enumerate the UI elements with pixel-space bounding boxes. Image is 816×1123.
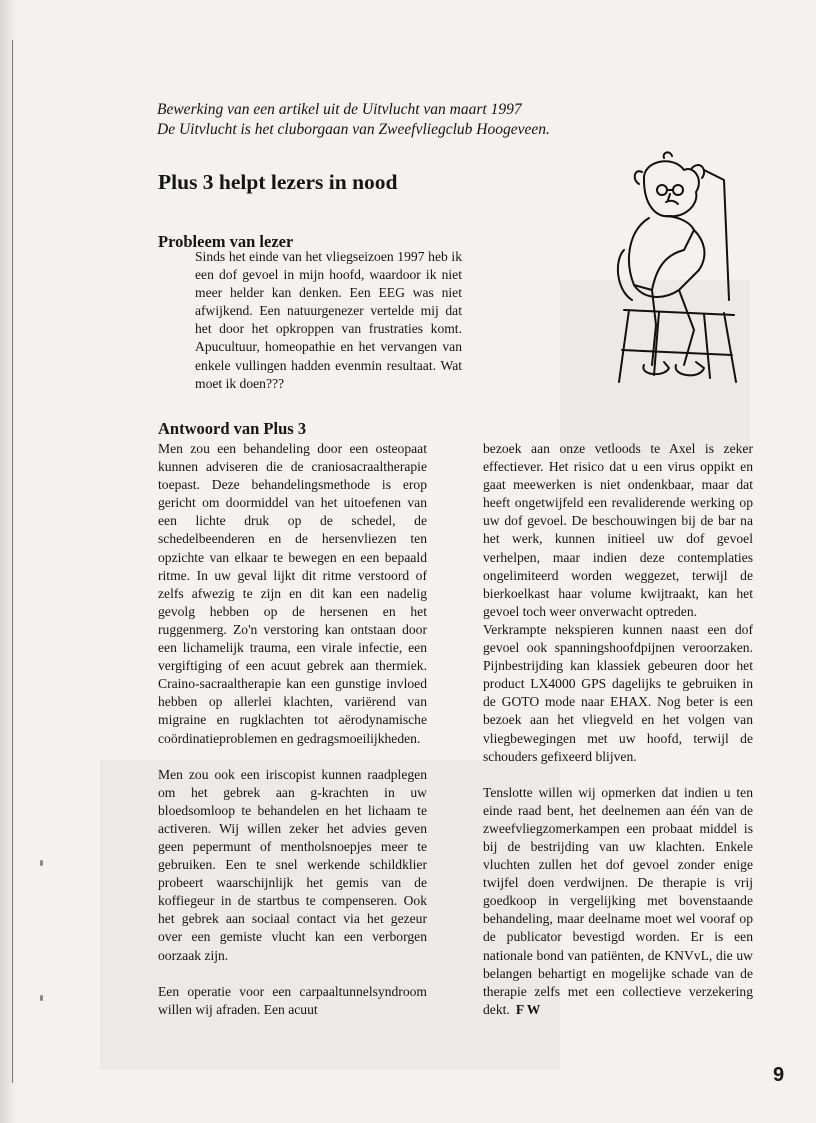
intro-line-2: De Uitvlucht is het cluborgaan van Zweefvliegclub Hoogeveen.: [157, 121, 550, 138]
problem-paragraph: Sinds het einde van het vliegseizoen 1997 heb ik een dof gevoel in mijn hoofd, waardoor ik niet meer helder kan denken. Een EEG was niet afwijkend. Een natuurgenezer vertelde mij dat het door het opkroppen van frustraties komt. Apucultuur, homeopathie en het vervangen van enkele vullingen hadden evenmin resultaat. Wat moet ik doen???: [195, 249, 462, 391]
intro-line-1: Bewerking van een artikel uit de Uitvlucht van maart 1997: [157, 101, 522, 118]
author-signature: F W: [515, 1001, 541, 1017]
answer-paragraph: Men zou een behandeling door een osteopaat kunnen adviseren die de craniosacraaltherapie toepast. Deze behandelingsmethode is erop gericht om doormiddel van het uitoefenen van een lichte druk op de schedel, de schedelbeenderen en de hersenvliezen ten opzichte van elkaar te bewegen en een bepaald ritme. In uw geval lijkt dit ritme verstoord of zelfs afwezig te zijn en dit kan een nadelig gevolg hebben op de hersenen en het ruggenmerg. Zo'n verstoring kan ontstaan door een lichamelijk trauma, een virale infectie, een vergiftiging of een acuut gebrek aan thermiek. Craino-sacraaltherapie kan een gunstige invloed hebben op allerlei klachten, variërend van migraine en rugklachten tot aërodynamische coördinatieproblemen en gedragsmoeilijkheden.: [158, 441, 427, 746]
answer-paragraph: Verkrampte nekspieren kunnen naast een dof gevoel ook spanningshoofdpijnen veroorzaken. Pijnbestrijding kan klassiek gebeuren door het product LX4000 GPS dagelijks te gebruiken in de GOTO mode naar EHAX. Nog beter is een bezoek aan het vliegveld en het volgen van vliegbewegingen met uw hoofd, terwijl de schouders gefixeerd blijven.: [483, 621, 753, 764]
article-title: Plus 3 helpt lezers in nood: [158, 170, 398, 194]
problem-text: [195, 248, 462, 393]
paragraph-spacer: [158, 748, 427, 766]
answer-heading: Antwoord van Plus 3: [158, 419, 307, 438]
worried-man-illustration: [604, 150, 754, 390]
page-number: 9: [773, 1064, 785, 1086]
intro-note: [157, 100, 657, 140]
answer-column-left: [158, 440, 427, 1019]
scan-speck: [40, 995, 43, 1001]
problem-heading: Probleem van lezer: [158, 232, 294, 251]
answer-paragraph: Tenslotte willen wij opmerken dat indien u ten einde raad bent, het deelnemen aan één van de zweefvliegzomerkampen een probaat middel is bij de bestrijding van uw klachten. Enkele vluchten zullen het dof gevoel zonder enige twijfel doen verdwijnen. De therapie is vrij goedkoop in vergelijking met bovenstaande behandeling, maar deelname moet wel vooraf op de publicator bevestigd worden. Er is een nationale bond van patiënten, de KNVvL, die uw belangen behartigt en mogelijke schade van de therapie zelfs met een collectieve verzekering dekt.: [483, 784, 753, 1017]
paragraph-spacer: [483, 766, 753, 784]
scan-speck: [40, 860, 43, 866]
page-binding-edge: [0, 0, 16, 1123]
answer-paragraph-final: [483, 784, 753, 1019]
answer-column-right: [483, 440, 753, 1019]
answer-paragraph: Een operatie voor een carpaaltunnelsyndroom willen wij afraden. Een acuut: [158, 983, 427, 1017]
answer-paragraph: bezoek aan onze vetloods te Axel is zeker effectiever. Het risico dat u een virus oppikt en gaat meewerken is niet ondenkbaar, maar dat heeft ongetwijfeld een revaliderende werking op uw dof gevoel. De beschouwingen bij de bar na het werk, kunnen initieel uw dof gevoel verhelpen, maar indien deze contemplaties ongelimiteerd worden weggezet, terwijl de bierkoelkast haar volume kwijtraakt, kan het gevoel toch weer onverwacht optreden.: [483, 441, 753, 619]
paragraph-spacer: [158, 965, 427, 983]
answer-paragraph: Men zou ook een iriscopist kunnen raadplegen om het gebrek aan g-krachten in uw bloedsomloop te behandelen en het lichaam te activeren. Wij willen zeker het advies geven geen pepermunt of mentholsnoepjes meer te gebruiken. Een te snel werkende schildklier probeert waarschijnlijk het gemis van de koffiegeur in de startbus te compenseren. Ook het gebrek aan sociaal contact via het gezeur over een gemiste vlucht kan een verborgen oorzaak zijn.: [158, 766, 427, 963]
page-margin-rule: [12, 40, 13, 1083]
